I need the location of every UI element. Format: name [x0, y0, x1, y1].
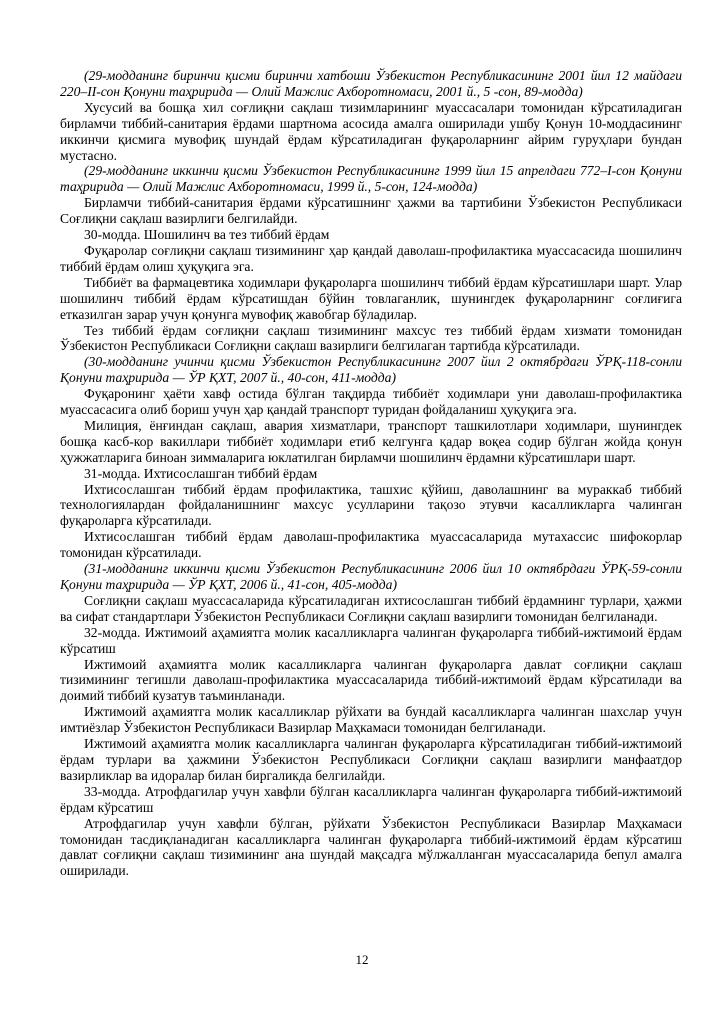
paragraph: Фуқаронинг ҳаёти хавф остида бўлган тақдирда тиббиёт ходимлари уни даволаш-профилактика муассасасига олиб бориш учун ҳар қандай транспорт туридан фойдаланиш ҳуқуқига эга.: [60, 386, 682, 418]
note-article-31-part-2: (31-модданинг иккинчи қисми Ўзбекистон Республикасининг 2006 йил 10 октябрдаги ЎРҚ-59-сонли Қонуни таҳририда — ЎР ҚХТ, 2006 й., 41-сон, 405-модда): [60, 561, 682, 592]
paragraph: Ижтимоий аҳамиятга молик касалликларга чалинган фуқароларга кўрсатиладиган тиббий-ижтимоий ёрдам турлари ва ҳажмини Ўзбекистон Республикаси Соғлиқни сақлаш вазирлиги манфаатдор вазирликлар ва идоралар билан биргаликда белгилайди.: [60, 736, 682, 783]
note-article-30-part-3: (30-модданинг учинчи қисми Ўзбекистон Республикасининг 2007 йил 2 октябрдаги ЎРҚ-118-сонли Қонуни таҳририда — ЎР ҚХТ, 2007 й., 40-сон, 411-модда): [60, 354, 682, 386]
paragraph: Милиция, ёнғиндан сақлаш, авария хизматлари, транспорт ташкилотлари ходимлари, шунингдек бошқа касб-кор вакиллари тиббиёт ходимлари етиб келгунга қадар воқеа содир бўлган жойда қонун ҳужжатларига биноан зиммаларига юклатилган бирламчи шошилинч ёрдамни кўрсатишлари шарт.: [60, 417, 682, 465]
document-body: [60, 68, 682, 879]
article-31-heading: 31-модда. Ихтисослашган тиббий ёрдам: [84, 465, 318, 481]
note-article-29-part-2: (29-модданинг иккинчи қисми Ўзбекистон Республикасининг 1999 йил 15 апрелдаги 772–I-сон Қонуни таҳририда — Олий Мажлис Ахборотномаси, 1999 й., 5-сон, 124-модда): [60, 163, 682, 195]
page-number: 12: [355, 952, 369, 967]
paragraph: Хусусий ва бошқа хил соғлиқни сақлаш тизимларининг муассасалари томонидан кўрсатиладиган бирламчи тиббий-санитария ёрдами шартнома асосида амалга оширилади ушбу Қонун 10-моддасининг иккинчи қисмига мувофиқ шундай ёрдам кўрсатиладиган фуқароларнинг айрим гуруҳлари бундан мустасно.: [60, 99, 682, 163]
paragraph: Бирламчи тиббий-санитария ёрдами кўрсатишнинг ҳажми ва тартибини Ўзбекистон Республикаси Соғлиқни сақлаш вазирлиги белгилайди.: [60, 195, 682, 227]
paragraph: Ижтимоий аҳамиятга молик касалликлар рўйхати ва бундай касалликларга чалинган шахслар учун имтиёзлар Ўзбекистон Республикаси Вазирлар Маҳкамаси томонидан белгиланади.: [60, 704, 682, 736]
article-33-heading: 33-модда. Атрофдагилар учун хавфли бўлган касалликларга чалинган фуқароларга тиббий-ижтимоий ёрдам кўрсатиш: [60, 783, 682, 815]
note-article-29-part-1: (29-модданинг биринчи қисми биринчи хатбоши Ўзбекистон Республикасининг 2001 йил 12 майдаги 220–II-сон Қонуни таҳририда — Олий Мажлис Ахборотномаси, 2001 й., 5 -сон, 89-модда): [60, 68, 682, 99]
paragraph: Ихтисослашган тиббий ёрдам даволаш-профилактика муассасаларида мутахассис шифокорлар томонидан кўрсатилади.: [60, 529, 682, 561]
paragraph: Атрофдагилар учун хавфли бўлган, рўйхати Ўзбекистон Республикаси Вазирлар Маҳкамаси томонидан тасдиқланадиган касалликларга чалинган фуқароларга тиббий-ижтимоий ёрдам кўрсатиш давлат соғлиқни сақлаш тизимининг ана шундай мақсадга мўлжалланган муассасаларида бепул амалга оширилади.: [60, 815, 682, 879]
article-32-heading: 32-модда. Ижтимоий аҳамиятга молик касалликларга чалинган фуқароларга тиббий-ижтимоий ёрдам кўрсатиш: [60, 624, 682, 656]
paragraph: Соғлиқни сақлаш муассасаларида кўрсатиладиган ихтисослашган тиббий ёрдамнинг турлари, ҳажми ва сифат стандартлари Ўзбекистон Республикаси Соғлиқни сақлаш вазирлиги томонидан белгиланади.: [60, 592, 682, 624]
paragraph: Тез тиббий ёрдам соғлиқни сақлаш тизимининг махсус тез тиббий ёрдам хизмати томонидан Ўзбекистон Республикаси Соғлиқни сақлаш вазирлиги белгилаган тартибда кўрсатилади.: [60, 322, 682, 354]
paragraph: Ихтисослашган тиббий ёрдам профилактика, ташхис қўйиш, даволашнинг ва мураккаб тиббий технологиялардан фойдаланишнинг махсус усулларини тақозо этувчи касалликларга чалинган фуқароларга кўрсатилади.: [60, 481, 682, 529]
paragraph: Ижтимоий аҳамиятга молик касалликларга чалинган фуқароларга давлат соғлиқни сақлаш тизимининг тегишли даволаш-профилактика муассасаларида тиббий-ижтимоий ёрдам кўрсатилади ва доимий тиббий кузатув таъминланади.: [60, 656, 682, 704]
paragraph: Фуқаролар соғлиқни сақлаш тизимининг ҳар қандай даволаш-профилактика муассасасида шошилинч тиббий ёрдам олиш ҳуқуқига эга.: [60, 242, 682, 274]
article-30-heading: 30-модда. Шошилинч ва тез тиббий ёрдам: [84, 227, 330, 243]
paragraph: Тиббиёт ва фармацевтика ходимлари фуқароларга шошилинч тиббий ёрдам кўрсатишлари шарт. Улар шошилинч тиббий ёрдам кўрсатишдан бўйин товлаганлик, шунингдек фуқароларнинг соғлиғига етказилган зарар учун қонунга мувофиқ жавобгар бўладилар.: [60, 274, 682, 322]
